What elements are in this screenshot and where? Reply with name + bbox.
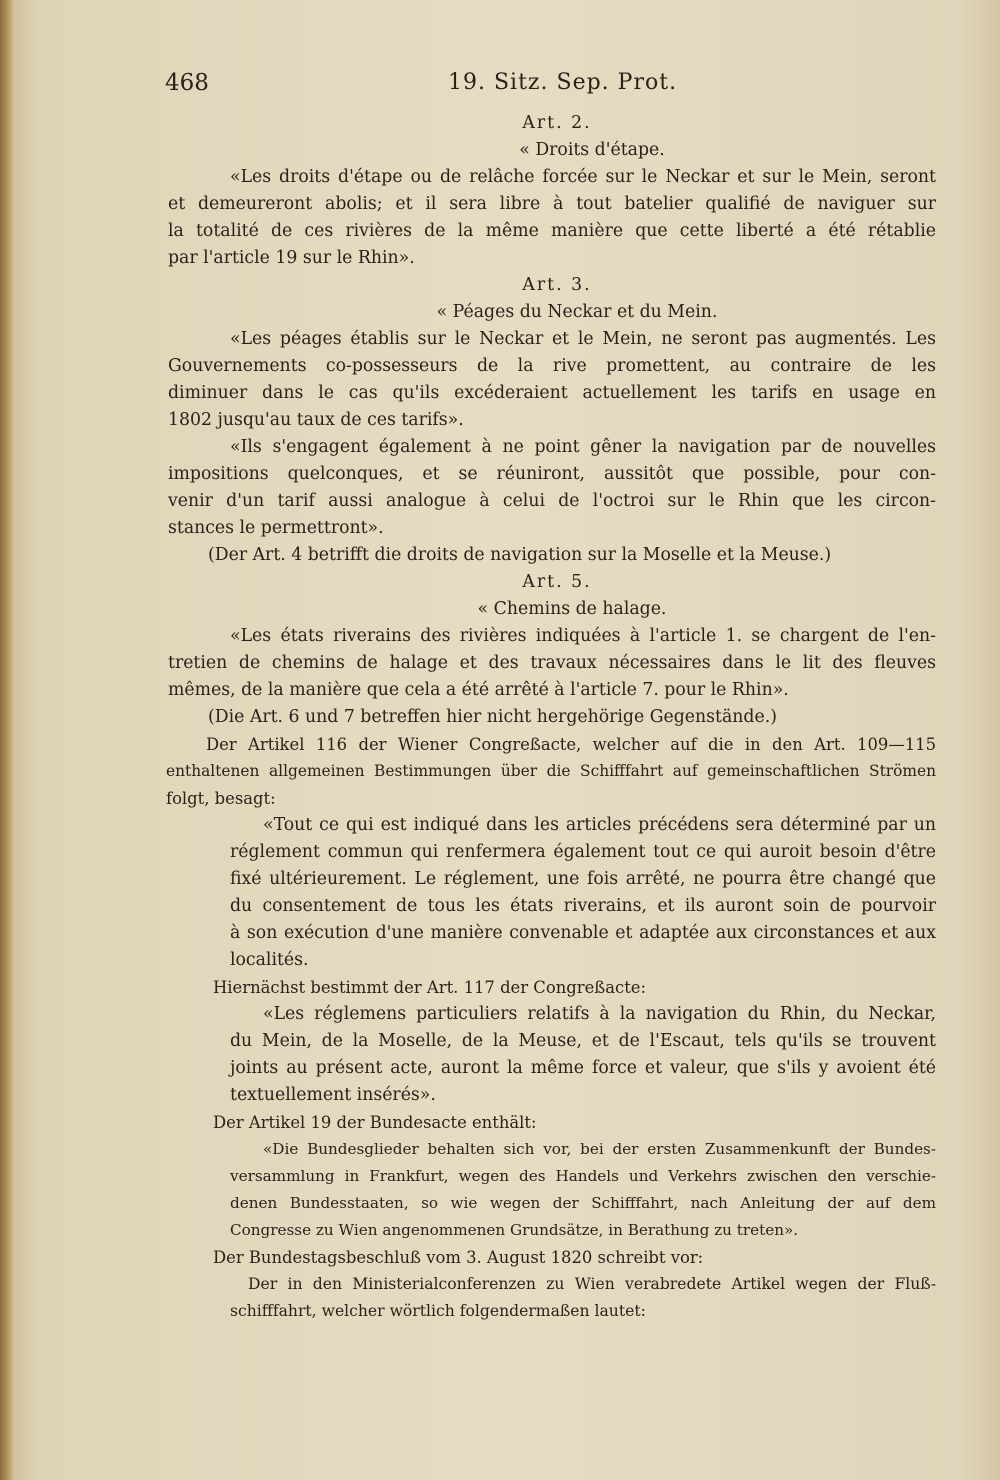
bundesacte-line: Congresse zu Wien angenommenen Grundsätze, in Berathung zu treten».: [230, 1221, 799, 1239]
decree-line: schifffahrt, welcher wörtlich folgendermaßen lautet:: [230, 1302, 646, 1320]
article-3-line: Gouvernements co-possesseurs de la rive promettent, au contraire de les: [168, 356, 936, 376]
article-116-line: du consentement de tous les états riverains, et ils auront soin de pourvoir: [230, 896, 936, 916]
decree-intro: Der Bundestagsbeschluß vom 3. August 1820 schreibt vor:: [213, 1248, 704, 1267]
article-3-line: «Les péages établis sur le Neckar et le Mein, ne seront pas augmentés. Les: [230, 329, 936, 349]
article-2-line: la totalité de ces rivières de la même manière que cette liberté a été rétablie: [168, 221, 936, 241]
decree-line: Der in den Ministerialconferenzen zu Wien verabredete Artikel wegen der Fluß-: [248, 1275, 936, 1293]
page-body: [168, 110, 936, 1325]
article-5-line: mêmes, de la manière que cela a été arrêté à l'article 7. pour le Rhin».: [168, 680, 789, 700]
article-116-line: fixé ultérieurement. Le réglement, une fois arrêté, ne pourra être changé que: [230, 869, 936, 889]
bundesacte-line: denen Bundesstaaten, so wie wegen der Schifffahrt, nach Anleitung der auf dem: [230, 1194, 936, 1212]
article-116-intro: Der Artikel 116 der Wiener Congreßacte, welcher auf die in den Art. 109—115: [206, 735, 936, 754]
articles-6-7-note: (Die Art. 6 und 7 betreffen hier nicht hergehörige Gegenstände.): [208, 707, 777, 727]
article-117-line: textuellement insérés».: [230, 1085, 436, 1105]
article-116-line: «Tout ce qui est indiqué dans les articles précédens sera déterminé par un: [263, 815, 936, 835]
article-116-line: réglement commun qui renfermera également tout ce qui auroit besoin d'être: [230, 842, 936, 862]
page-gutter: [0, 0, 14, 1480]
article-117-line: «Les réglemens particuliers relatifs à la navigation du Rhin, du Neckar,: [263, 1004, 936, 1024]
bundesacte-line: versammlung in Frankfurt, wegen des Handels und Verkehrs zwischen den verschie-: [230, 1167, 936, 1185]
article-3-line: diminuer dans le cas qu'ils excéderaient actuellement les tarifs en usage en: [168, 383, 936, 403]
article-4-note: (Der Art. 4 betrifft die droits de navigation sur la Moselle et la Meuse.): [208, 545, 832, 565]
article-3-line: impositions quelconques, et se réuniront, aussitôt que possible, pour con-: [168, 464, 936, 484]
bundesacte-line: «Die Bundesglieder behalten sich vor, bei der ersten Zusammenkunft der Bundes-: [263, 1140, 936, 1158]
article-5-heading: Art. 5.: [522, 572, 592, 592]
article-2-line: par l'article 19 sur le Rhin».: [168, 248, 415, 268]
article-117-intro: Hiernächst bestimmt der Art. 117 der Congreßacte:: [213, 978, 647, 997]
article-3-line: venir d'un tarif aussi analogue à celui de l'octroi sur le Rhin que les circon-: [168, 491, 936, 511]
article-3-heading: Art. 3.: [522, 275, 592, 295]
article-117-line: joints au présent acte, auront la même force et valeur, que s'ils y avoient été: [230, 1058, 936, 1078]
article-3-line: 1802 jusqu'au taux de ces tarifs».: [168, 410, 464, 430]
article-3-line: stances le permettront».: [168, 518, 384, 538]
page-number: 468: [165, 70, 209, 96]
article-117-line: du Mein, de la Moselle, de la Meuse, et de l'Escaut, tels qu'ils se trouvent: [230, 1031, 936, 1051]
article-3-line: «Ils s'engagent également à ne point gêner la navigation par de nouvelles: [230, 437, 936, 457]
article-5-title: « Chemins de halage.: [477, 599, 667, 619]
article-116-line: à son exécution d'une manière convenable et adaptée aux circonstances et aux: [230, 923, 936, 943]
article-116-line: localités.: [230, 950, 309, 970]
article-2-title: « Droits d'étape.: [519, 140, 665, 160]
article-116-intro: folgt, besagt:: [166, 789, 276, 808]
article-2-line: et demeureront abolis; et il sera libre à tout batelier qualifié de naviguer sur: [168, 194, 936, 214]
article-3-title: « Péages du Neckar et du Mein.: [436, 302, 718, 322]
article-5-line: «Les états riverains des rivières indiquées à l'article 1. se chargent de l'en-: [230, 626, 936, 646]
article-5-line: tretien de chemins de halage et des travaux nécessaires dans le lit des fleuves: [168, 653, 936, 673]
page-header: [0, 66, 1000, 102]
running-title: 19. Sitz. Sep. Prot.: [448, 70, 678, 95]
article-2-heading: Art. 2.: [522, 113, 592, 133]
article-2-line: «Les droits d'étape ou de relâche forcée sur le Neckar et sur le Mein, seront: [230, 167, 936, 187]
article-116-intro: enthaltenen allgemeinen Bestimmungen über die Schifffahrt auf gemeinschaftlichen Strömen: [166, 762, 936, 780]
bundesacte-intro: Der Artikel 19 der Bundesacte enthält:: [213, 1113, 537, 1132]
